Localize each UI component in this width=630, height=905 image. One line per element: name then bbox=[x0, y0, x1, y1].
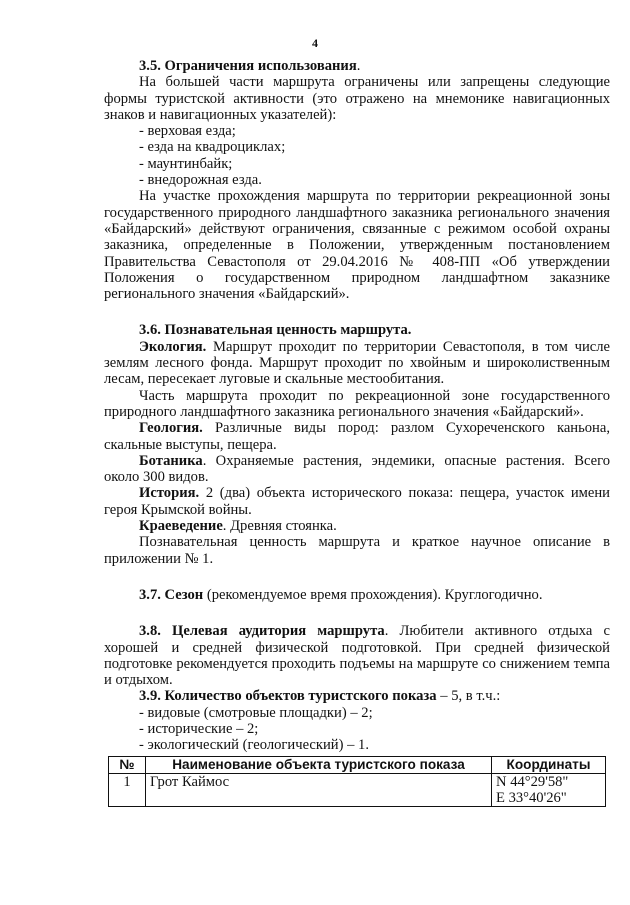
appendix-paragraph: Познавательная ценность маршрута и краткое научное описание в приложении № 1. bbox=[104, 534, 610, 567]
section-3-7: 3.7. Сезон (рекомендуемое время прохождения). Круглогодично. bbox=[139, 586, 543, 603]
geology-paragraph: Геология. Различные виды пород: разлом Сухореченского каньона, скальные выступы, пещера. bbox=[104, 420, 610, 453]
object-type-item: - видовые (смотровые площадки) – 2; bbox=[139, 704, 373, 721]
cell-number: 1 bbox=[109, 773, 146, 806]
page-content bbox=[104, 58, 610, 807]
restriction-item: - маунтинбайк; bbox=[139, 155, 233, 172]
coordinate-north: N 44°29'58" bbox=[496, 773, 569, 790]
restriction-item: - верховая езда; bbox=[139, 123, 236, 140]
table-row bbox=[109, 773, 606, 806]
section-3-9: 3.9. Количество объектов туристского показа – 5, в т.ч.: bbox=[139, 688, 501, 705]
object-type-item: - экологический (геологический) – 1. bbox=[139, 737, 369, 754]
ecology-paragraph: Экология. Маршрут проходит по территории Севастополя, в том числе землям лесного фонда. Маршрут проходит по хвойным и широколиственным лесам, пересекает луговые и скальные местообитания. bbox=[104, 338, 610, 388]
header-number: № bbox=[109, 756, 146, 773]
local-history-paragraph: Краеведение. Древняя стоянка. bbox=[139, 518, 337, 535]
cell-coordinates bbox=[492, 773, 606, 806]
section-3-5-title: 3.5. Ограничения использования. bbox=[139, 58, 361, 74]
zone-paragraph: Часть маршрута проходит по рекреационной зоне государственного природного ландшафтного заказника регионального значения «Байдарский». bbox=[104, 387, 610, 420]
cell-name: Грот Каймос bbox=[146, 773, 492, 806]
coordinate-east: E 33°40'26" bbox=[496, 789, 567, 806]
section-3-5-intro: На большей части маршрута ограничены или запрещены следующие формы туристской активности (это отражено на мнемонике навигационных знаков и навигационных указателей): bbox=[104, 74, 610, 123]
section-3-6-title: 3.6. Познавательная ценность маршрута. bbox=[139, 322, 412, 339]
history-paragraph: История. 2 (два) объекта исторического показа: пещера, участок имени героя Крымской войны. bbox=[104, 485, 610, 518]
section-3-5-paragraph: На участке прохождения маршрута по территории рекреационной зоны государственного природного ландшафтного заказника регионального значения «Байдарский» действуют ограничения, связанные с режимом особой охраны заказника, определенные в Положении, утвержденным постановлением Правительства Севастополя от 29.04.2016 № 408-ПП «Об утверждении Положения о государственном природном ландшафтном заказнике регионального значения «Байдарский». bbox=[104, 188, 610, 303]
objects-table bbox=[108, 756, 606, 807]
table-header-row bbox=[109, 756, 606, 773]
botany-paragraph: Ботаника. Охраняемые растения, эндемики, опасные растения. Всего около 300 видов. bbox=[104, 452, 610, 486]
restriction-item: - езда на квадроциклах; bbox=[139, 139, 286, 156]
object-type-item: - исторические – 2; bbox=[139, 720, 259, 737]
header-name: Наименование объекта туристского показа bbox=[146, 756, 492, 773]
restriction-item: - внедорожная езда. bbox=[139, 172, 262, 189]
page-number: 4 bbox=[312, 36, 318, 50]
section-3-8: 3.8. Целевая аудитория маршрута. Любители активного отдыха с хорошей и средней физической подготовкой. При средней физической подготовке рекомендуется проходить подъемы на маршруте со снижением темпа и отдыхом. bbox=[104, 623, 610, 689]
header-coordinates: Координаты bbox=[492, 756, 606, 773]
